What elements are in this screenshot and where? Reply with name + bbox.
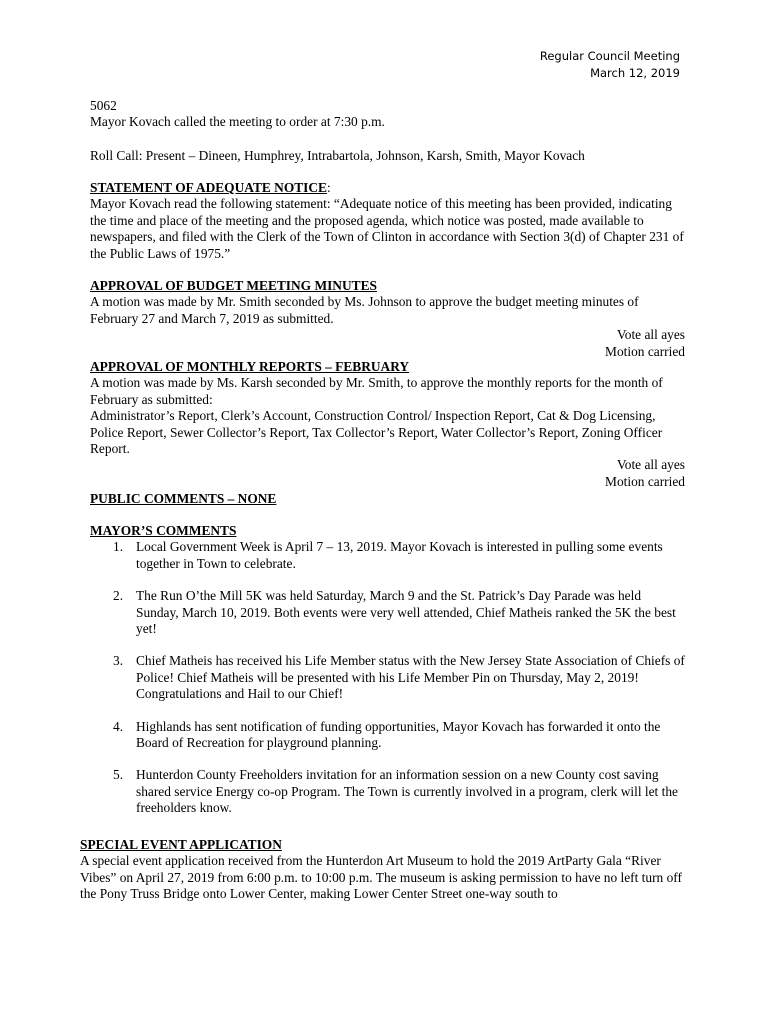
special-event-body: A special event application received from the Hunterdon Art Museum to hold the 2019 ArtParty Gala “River Vibes” on April 27, 2019 from 6:00 p.m. to 10:00 p.m. The museum is asking permission to have no left turn off the Pony Truss Bridge onto Lower Center, making Lower Center Street one-way south to xyxy=(80,853,682,902)
list-item-text: Highlands has sent notification of funding opportunities, Mayor Kovach has forwarded it onto the Board of Recreation for playground planning. xyxy=(136,718,661,751)
list-item xyxy=(90,767,685,816)
list-item xyxy=(90,653,685,702)
list-item-text: Chief Matheis has received his Life Member status with the New Jersey State Association of Chiefs of Police! Chief Matheis will be presented with his Life Member Pin on Thursday, May 2, 2019! Congratulations and Hail to our Chief! xyxy=(136,653,685,702)
monthly-reports-list: Administrator’s Report, Clerk’s Account, Construction Control/ Inspection Report, Cat & Dog Licensing, Police Report, Sewer Collector’s Report, Tax Collector’s Report, Water Collector’s Report, Zoning Officer Report. xyxy=(90,408,663,457)
mayors-comments-list xyxy=(90,539,685,816)
notice-section xyxy=(90,180,685,262)
roll-call-section xyxy=(90,148,685,164)
roll-call: Roll Call: Present – Dineen, Humphrey, Intrabartola, Johnson, Karsh, Smith, Mayor Kovach xyxy=(90,148,585,163)
budget-heading: APPROVAL OF BUDGET MEETING MINUTES xyxy=(90,278,377,293)
notice-body: Mayor Kovach read the following statement: “Adequate notice of this meeting has been provided, indicating the time and place of the meeting and the proposed agenda, which notice was posted, made available to newspapers, and filed with the Clerk of the Town of Clinton in accordance with Section 3(d) of Chapter 231 of the Public Laws of 1975.” xyxy=(90,196,684,261)
monthly-reports-section xyxy=(90,359,685,490)
list-item-number: 3. xyxy=(113,653,124,669)
special-event-heading: SPECIAL EVENT APPLICATION xyxy=(80,837,282,852)
monthly-result: Motion carried xyxy=(605,473,685,489)
monthly-vote: Vote all ayes xyxy=(616,457,685,473)
list-item xyxy=(90,588,685,637)
page-header xyxy=(540,48,680,82)
budget-result: Motion carried xyxy=(605,343,685,359)
mayors-comments-heading: MAYOR’S COMMENTS xyxy=(90,523,237,538)
budget-vote: Vote all ayes xyxy=(616,327,685,343)
call-to-order: Mayor Kovach called the meeting to order at 7:30 p.m. xyxy=(90,114,385,130)
budget-body: A motion was made by Mr. Smith seconded by Ms. Johnson to approve the budget meeting minutes of February 27 and March 7, 2019 as submitted. xyxy=(90,294,639,326)
list-item-text: Hunterdon County Freeholders invitation for an information session on a new County cost saving shared service Energy co-op Program. The Town is currently involved in a program, clerk will let the freeholders know. xyxy=(136,767,678,816)
list-item-number: 4. xyxy=(113,718,124,734)
list-item-number: 1. xyxy=(113,539,124,555)
monthly-heading: APPROVAL OF MONTHLY REPORTS – FEBRUARY xyxy=(90,359,410,374)
budget-minutes-section xyxy=(90,278,685,360)
public-comments-heading: PUBLIC COMMENTS – NONE xyxy=(90,491,277,506)
special-event-section xyxy=(80,837,686,903)
notice-heading: STATEMENT OF ADEQUATE NOTICE xyxy=(90,180,327,195)
list-item-number: 2. xyxy=(113,588,124,604)
header-meeting-date: March 12, 2019 xyxy=(590,66,680,80)
monthly-body: A motion was made by Ms. Karsh seconded by Mr. Smith, to approve the monthly reports for the month of February as submitted: xyxy=(90,375,663,407)
page-number: 5062 xyxy=(90,98,117,113)
list-item-number: 5. xyxy=(113,767,124,783)
list-item-text: The Run O’the Mill 5K was held Saturday, March 9 and the St. Patrick’s Day Parade was held Sunday, March 10, 2019. Both events were very well attended, Chief Matheis ranked the 5K the best yet! xyxy=(136,588,676,637)
mayors-comments-section xyxy=(90,523,685,817)
notice-heading-colon: : xyxy=(326,180,331,195)
header-meeting-title: Regular Council Meeting xyxy=(539,49,680,63)
notice-heading-line xyxy=(90,180,685,196)
list-item xyxy=(90,539,685,572)
list-item-text: Local Government Week is April 7 – 13, 2019. Mayor Kovach is interested in pulling some events together in Town to celebrate. xyxy=(136,539,663,571)
public-comments-section xyxy=(90,491,685,507)
opening-section xyxy=(90,98,685,131)
list-item xyxy=(90,719,685,752)
